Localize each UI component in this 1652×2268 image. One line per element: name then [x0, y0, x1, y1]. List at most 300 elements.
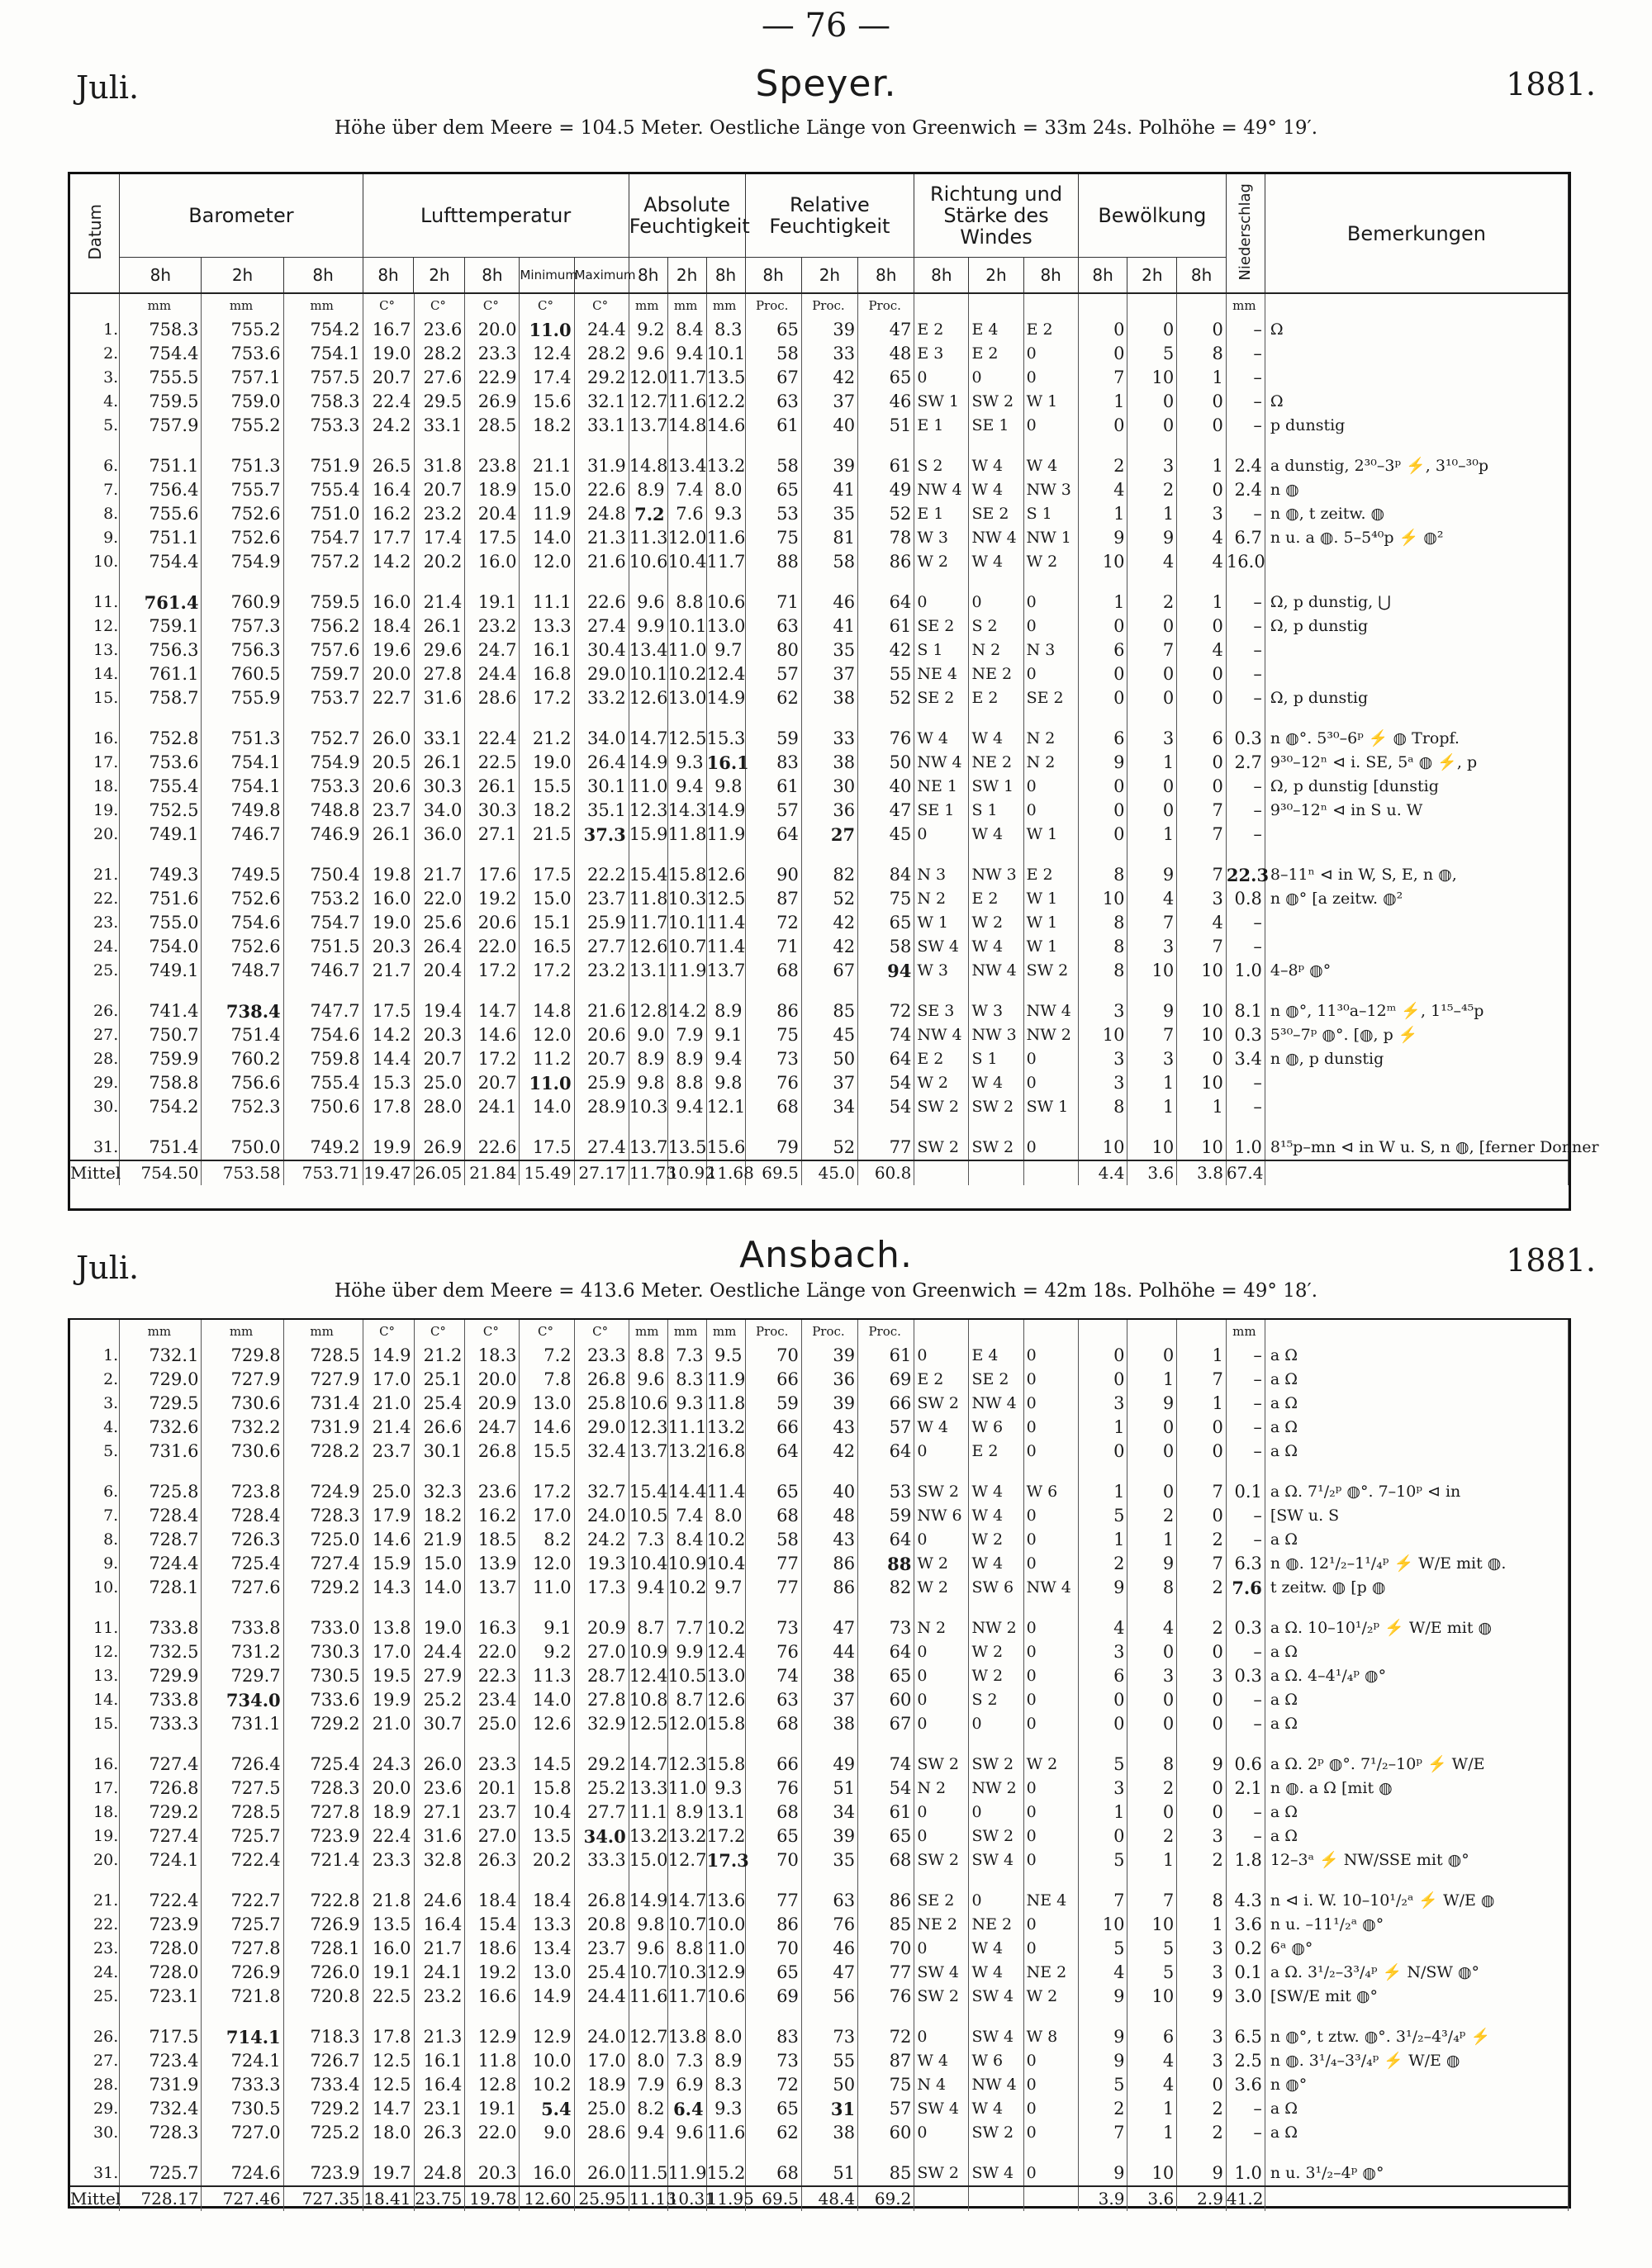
row-gap — [70, 2009, 1569, 2025]
data-cell: 9 — [1127, 999, 1177, 1023]
gap-cell — [706, 2009, 745, 2025]
table-row — [70, 1664, 1569, 1688]
gap-cell — [363, 1464, 414, 1480]
data-cell: 22.6 — [574, 478, 629, 502]
gap-cell — [858, 983, 914, 999]
data-cell: 10 — [1177, 1023, 1227, 1047]
data-cell: 11.0 — [520, 1071, 574, 1095]
data-cell: 9 — [1127, 863, 1177, 887]
data-cell: 14.3 — [667, 799, 706, 823]
data-cell: 8 — [1127, 1576, 1177, 1600]
data-cell: 38 — [801, 1664, 857, 1688]
data-cell: 10.8 — [629, 1688, 667, 1712]
data-cell: 9.8 — [706, 775, 745, 799]
sub-header: 8h — [465, 257, 520, 293]
gap-cell — [1265, 1464, 1568, 1480]
data-cell: 20.9 — [465, 1392, 520, 1416]
data-cell: 32.9 — [574, 1712, 629, 1736]
data-cell: 13.2 — [667, 1824, 706, 1848]
data-cell: 9 — [1078, 1576, 1127, 1600]
data-cell: 30.3 — [465, 799, 520, 823]
data-cell: 10 — [1127, 1913, 1177, 1937]
data-cell: 11.8 — [465, 2049, 520, 2073]
table-row — [70, 1913, 1569, 1937]
data-cell: 57 — [858, 2097, 914, 2121]
data-cell: 728.0 — [120, 1961, 202, 1985]
gap-cell — [520, 1736, 574, 1753]
gap-cell — [629, 1600, 667, 1616]
date-cell: 14. — [70, 1688, 120, 1712]
data-cell: 24.6 — [414, 1889, 465, 1913]
data-cell: NW 4 — [914, 478, 969, 502]
gap-cell — [801, 1736, 857, 1753]
gap-cell — [1078, 574, 1127, 591]
data-cell: 23.6 — [414, 1777, 465, 1801]
table-row — [70, 935, 1569, 959]
data-cell: 31.6 — [414, 686, 465, 710]
gap-cell — [202, 847, 283, 863]
data-cell: 27.1 — [414, 1801, 465, 1824]
gap-cell — [202, 438, 283, 454]
data-cell: 30.4 — [574, 638, 629, 662]
data-cell: 0 — [1078, 823, 1127, 847]
gap-cell — [283, 1119, 363, 1136]
gap-cell — [667, 710, 706, 727]
data-cell: 67 — [745, 366, 801, 390]
gap-cell — [465, 438, 520, 454]
data-cell: 18.2 — [520, 799, 574, 823]
data-cell: 31 — [801, 2097, 857, 2121]
data-cell: 6 — [1078, 1664, 1127, 1688]
table-row — [70, 959, 1569, 983]
data-cell: 26.8 — [574, 1368, 629, 1392]
data-cell: 11.4 — [706, 1480, 745, 1504]
data-cell: 0 — [1023, 1504, 1078, 1528]
data-cell: 759.9 — [120, 1047, 202, 1071]
gap-cell — [667, 1736, 706, 1753]
data-cell: N 4 — [914, 2073, 969, 2097]
data-cell: 26.8 — [574, 1889, 629, 1913]
gap-cell — [1127, 1872, 1177, 1889]
data-cell: 27.0 — [574, 1640, 629, 1664]
gap-cell — [465, 1736, 520, 1753]
sub-header: 8h — [858, 257, 914, 293]
data-cell: 15.2 — [706, 2161, 745, 2186]
data-cell: 0 — [1127, 686, 1177, 710]
unit-cell — [969, 294, 1023, 318]
data-cell: 726.9 — [283, 1913, 363, 1937]
gap-cell — [1127, 847, 1177, 863]
data-cell: 25.0 — [363, 1480, 414, 1504]
data-cell: 36 — [801, 1368, 857, 1392]
gap-cell — [1177, 2145, 1227, 2161]
data-cell: N 2 — [1023, 727, 1078, 751]
group-temperatur: Lufttemperatur — [363, 174, 629, 257]
date-cell: 29. — [70, 2097, 120, 2121]
data-cell: 65 — [745, 1961, 801, 1985]
data-cell: 86 — [858, 1889, 914, 1913]
table-row — [70, 1416, 1569, 1440]
data-cell: 751.0 — [283, 502, 363, 526]
data-cell: 733.3 — [120, 1712, 202, 1736]
data-cell: 10.4 — [629, 1552, 667, 1576]
data-cell: 11.9 — [706, 1368, 745, 1392]
data-cell: 8.8 — [667, 591, 706, 614]
data-cell: 9.4 — [667, 1095, 706, 1119]
data-cell: 17.2 — [706, 1824, 745, 1848]
data-cell: 9.9 — [629, 614, 667, 638]
data-cell: 0 — [1023, 1616, 1078, 1640]
data-cell: 27.1 — [465, 823, 520, 847]
gap-cell — [629, 1872, 667, 1889]
data-cell: 3.4 — [1226, 1047, 1265, 1071]
remark-cell: n u. 3¹/₂–4ᵖ ◍° — [1265, 2161, 1568, 2186]
data-cell: 759.7 — [283, 662, 363, 686]
gap-cell — [465, 1464, 520, 1480]
data-cell: 9.1 — [520, 1616, 574, 1640]
table-row — [70, 1047, 1569, 1071]
mean-cell: 727.46 — [202, 2186, 283, 2211]
data-cell: 9.7 — [706, 1576, 745, 1600]
gap-cell — [120, 2145, 202, 2161]
data-cell: 724.1 — [202, 2049, 283, 2073]
data-cell: W 2 — [914, 1071, 969, 1095]
mean-cell: 727.35 — [283, 2186, 363, 2211]
data-cell: 75 — [858, 2073, 914, 2097]
data-cell: 0 — [1023, 366, 1078, 390]
gap-cell — [914, 2145, 969, 2161]
data-cell: E 2 — [1023, 318, 1078, 342]
data-cell: – — [1226, 390, 1265, 414]
gap-cell — [465, 574, 520, 591]
data-cell: 1.0 — [1226, 2161, 1265, 2186]
data-cell: 15.0 — [414, 1552, 465, 1576]
data-cell: 0 — [1023, 1848, 1078, 1872]
data-cell: 13.0 — [520, 1961, 574, 1985]
mean-cell — [914, 1160, 969, 1185]
data-cell: 18.2 — [414, 1504, 465, 1528]
data-cell: 0.2 — [1226, 1937, 1265, 1961]
data-cell: 69 — [745, 1985, 801, 2009]
mean-cell: 3.6 — [1127, 2186, 1177, 2211]
data-cell: W 4 — [969, 1552, 1023, 1576]
data-cell: 24.2 — [574, 1528, 629, 1552]
data-cell: NW 2 — [969, 1616, 1023, 1640]
gap-cell — [574, 574, 629, 591]
sub-header: 2h — [1127, 257, 1177, 293]
data-cell: 754.9 — [202, 550, 283, 574]
data-cell: 9 — [1127, 1552, 1177, 1576]
data-cell: SW 2 — [914, 1848, 969, 1872]
data-cell: 13.3 — [520, 614, 574, 638]
remark-cell: n ◍, p dunstig — [1265, 1047, 1568, 1071]
data-cell: 0 — [1023, 1392, 1078, 1416]
data-cell: 8.4 — [667, 1528, 706, 1552]
data-cell: 9.2 — [629, 318, 667, 342]
data-cell: 2.4 — [1226, 478, 1265, 502]
gap-cell — [574, 1872, 629, 1889]
data-cell: 0.3 — [1226, 1023, 1265, 1047]
data-cell: 12.0 — [629, 366, 667, 390]
data-cell: 1.8 — [1226, 1848, 1265, 1872]
data-cell: 18.9 — [465, 478, 520, 502]
data-cell: 19.4 — [414, 999, 465, 1023]
data-cell: 14.7 — [363, 2097, 414, 2121]
data-cell: 751.4 — [120, 1136, 202, 1160]
table-row — [70, 1616, 1569, 1640]
data-cell: 9.6 — [629, 342, 667, 366]
sub-header: Minimum — [520, 257, 574, 293]
data-cell: 730.5 — [283, 1664, 363, 1688]
data-cell: 11.0 — [520, 1576, 574, 1600]
data-cell: 24.7 — [465, 638, 520, 662]
gap-cell — [1226, 438, 1265, 454]
gap-cell — [1265, 574, 1568, 591]
data-cell: 17.2 — [465, 1047, 520, 1071]
data-cell: 76 — [745, 1777, 801, 1801]
data-cell: 54 — [858, 1095, 914, 1119]
col-bemerkungen: Bemerkungen — [1265, 174, 1568, 293]
data-cell: 25.8 — [574, 1392, 629, 1416]
table-row — [70, 1023, 1569, 1047]
unit-cell: Proc. — [801, 1320, 857, 1344]
data-cell: 38 — [801, 2121, 857, 2145]
table-row — [70, 727, 1569, 751]
data-cell: 12.0 — [520, 1023, 574, 1047]
date-cell: 24. — [70, 935, 120, 959]
data-cell: 12.0 — [667, 526, 706, 550]
data-cell: 31.9 — [574, 454, 629, 478]
unit-cell — [914, 294, 969, 318]
data-cell: 26.1 — [465, 775, 520, 799]
gap-cell — [745, 1464, 801, 1480]
data-cell: S 1 — [969, 799, 1023, 823]
data-cell: 86 — [801, 1576, 857, 1600]
data-cell: 49 — [858, 478, 914, 502]
data-cell: 1 — [1078, 502, 1127, 526]
gap-cell — [1226, 1872, 1265, 1889]
date-cell: 15. — [70, 1712, 120, 1736]
data-cell: 3 — [1177, 2049, 1227, 2073]
data-cell: 755.0 — [120, 911, 202, 935]
data-cell: 13.8 — [363, 1616, 414, 1640]
data-cell: 11.7 — [706, 550, 745, 574]
data-cell: 4 — [1127, 1616, 1177, 1640]
data-cell: 8.9 — [629, 1047, 667, 1071]
data-cell: 22.2 — [574, 863, 629, 887]
data-cell: 14.9 — [520, 1985, 574, 2009]
gap-cell — [465, 1119, 520, 1136]
gap-cell — [363, 2009, 414, 2025]
data-cell: W 4 — [969, 935, 1023, 959]
data-cell: 36.0 — [414, 823, 465, 847]
data-cell: 6.5 — [1226, 2025, 1265, 2049]
data-cell: 729.2 — [283, 1576, 363, 1600]
data-cell: 58 — [745, 454, 801, 478]
data-cell: NW 4 — [1023, 999, 1078, 1023]
data-cell: 2.1 — [1226, 1777, 1265, 1801]
year-label-ansbach: 1881. — [1506, 1242, 1596, 1279]
mean-cell: 41.2 — [1226, 2186, 1265, 2211]
data-cell: 3.6 — [1226, 2073, 1265, 2097]
remark-cell — [1265, 550, 1568, 574]
date-cell: 1. — [70, 1344, 120, 1368]
gap-cell — [202, 1464, 283, 1480]
gap-cell — [858, 2145, 914, 2161]
data-cell: 17.5 — [465, 526, 520, 550]
data-cell: 24.4 — [465, 662, 520, 686]
data-cell: 723.9 — [283, 1824, 363, 1848]
data-cell: 54 — [858, 1777, 914, 1801]
data-cell: 11.1 — [629, 1801, 667, 1824]
data-cell: 0 — [1177, 1688, 1227, 1712]
data-cell: 21.3 — [574, 526, 629, 550]
data-cell: 7 — [1177, 799, 1227, 823]
remark-cell: 4–8ᵖ ◍° — [1265, 959, 1568, 983]
data-cell: – — [1226, 1688, 1265, 1712]
gap-cell — [1023, 847, 1078, 863]
date-cell: 6. — [70, 1480, 120, 1504]
data-cell: 10 — [1127, 959, 1177, 983]
data-cell: 754.7 — [283, 526, 363, 550]
month-label-ansbach: Juli. — [76, 1250, 140, 1286]
data-cell: 61 — [858, 614, 914, 638]
data-cell: 8.7 — [629, 1616, 667, 1640]
data-cell: 37 — [801, 1071, 857, 1095]
gap-cell — [520, 1464, 574, 1480]
data-cell: 0.6 — [1226, 1753, 1265, 1777]
data-cell: 725.7 — [202, 1913, 283, 1937]
data-cell: 39 — [801, 318, 857, 342]
table-row — [70, 1368, 1569, 1392]
table-row — [70, 2161, 1569, 2186]
data-cell: 11.8 — [706, 1392, 745, 1416]
gap-cell — [706, 2145, 745, 2161]
data-cell: 65 — [858, 911, 914, 935]
data-cell: W 4 — [969, 1504, 1023, 1528]
remark-cell: Ω, p dunstig [dunstig — [1265, 775, 1568, 799]
gap-cell — [520, 983, 574, 999]
data-cell: 0 — [1127, 1480, 1177, 1504]
table-row — [70, 887, 1569, 911]
data-cell: 10 — [1078, 887, 1127, 911]
data-cell: 58 — [858, 935, 914, 959]
mean-cell — [914, 2186, 969, 2211]
data-cell: 72 — [858, 2025, 914, 2049]
remark-cell: a Ω — [1265, 1801, 1568, 1824]
data-cell: 68 — [745, 1712, 801, 1736]
data-cell: 753.6 — [120, 751, 202, 775]
data-cell: SW 4 — [914, 935, 969, 959]
data-cell: 752.6 — [202, 526, 283, 550]
row-gap — [70, 2145, 1569, 2161]
date-cell: 18. — [70, 1801, 120, 1824]
data-cell: 9 — [1078, 2049, 1127, 2073]
data-cell: 28.6 — [574, 2121, 629, 2145]
data-cell: 3.6 — [1226, 1913, 1265, 1937]
gap-cell — [202, 1736, 283, 1753]
remark-cell: n ◍ — [1265, 478, 1568, 502]
date-cell: 1. — [70, 318, 120, 342]
data-cell: 11.2 — [520, 1047, 574, 1071]
gap-cell — [969, 2145, 1023, 2161]
data-cell: 64 — [858, 1440, 914, 1464]
gap-cell — [1127, 1736, 1177, 1753]
data-cell: 21.4 — [414, 591, 465, 614]
data-cell: 725.8 — [120, 1480, 202, 1504]
data-cell: 53 — [745, 502, 801, 526]
data-cell: 0 — [1023, 1824, 1078, 1848]
data-cell: 752.6 — [202, 887, 283, 911]
data-cell: 2 — [1177, 1528, 1227, 1552]
data-cell: 14.9 — [706, 686, 745, 710]
data-cell: 11.6 — [706, 526, 745, 550]
data-cell: 11.6 — [629, 1985, 667, 2009]
gap-cell — [1127, 1600, 1177, 1616]
gap-cell — [1078, 710, 1127, 727]
gap-cell — [969, 1600, 1023, 1616]
data-cell: 7 — [1127, 911, 1177, 935]
data-cell: 27.6 — [414, 366, 465, 390]
gap-cell — [1265, 2145, 1568, 2161]
data-cell: 729.9 — [120, 1664, 202, 1688]
data-cell: 0 — [914, 2025, 969, 2049]
data-cell: 15.0 — [520, 887, 574, 911]
data-cell: 27.8 — [414, 662, 465, 686]
mean-cell: 19.47 — [363, 1160, 414, 1185]
data-cell: 56 — [801, 1985, 857, 2009]
data-cell: 0 — [914, 591, 969, 614]
table-row — [70, 1071, 1569, 1095]
data-cell: 24.7 — [465, 1416, 520, 1440]
table-row — [70, 1344, 1569, 1368]
gap-cell — [574, 1736, 629, 1753]
gap-cell — [914, 574, 969, 591]
data-cell: 756.4 — [120, 478, 202, 502]
data-cell: 23.4 — [465, 1688, 520, 1712]
table-row — [70, 366, 1569, 390]
data-cell: 7.2 — [629, 502, 667, 526]
data-cell: 41 — [801, 614, 857, 638]
data-cell: 752.5 — [120, 799, 202, 823]
data-cell: 751.3 — [202, 727, 283, 751]
data-cell: 23.7 — [363, 1440, 414, 1464]
data-cell: 0 — [1177, 1416, 1227, 1440]
data-cell: 760.2 — [202, 1047, 283, 1071]
gap-cell — [1023, 1464, 1078, 1480]
data-cell: SW 2 — [969, 1136, 1023, 1160]
data-cell: 78 — [858, 526, 914, 550]
data-cell: 746.7 — [283, 959, 363, 983]
table-row — [70, 2049, 1569, 2073]
data-cell: W 2 — [914, 550, 969, 574]
data-cell: N 2 — [914, 887, 969, 911]
data-cell: 66 — [745, 1753, 801, 1777]
data-cell: 12.6 — [629, 935, 667, 959]
data-cell: 79 — [745, 1136, 801, 1160]
date-cell: 20. — [70, 823, 120, 847]
gap-cell — [202, 574, 283, 591]
data-cell: 14.6 — [465, 1023, 520, 1047]
data-cell: 32.7 — [574, 1480, 629, 1504]
data-cell: – — [1226, 1504, 1265, 1528]
data-cell: 733.0 — [283, 1616, 363, 1640]
gap-cell — [363, 438, 414, 454]
data-cell: 754.4 — [120, 342, 202, 366]
data-cell: 33.1 — [574, 414, 629, 438]
data-cell: 65 — [745, 1480, 801, 1504]
data-cell: 40 — [801, 1480, 857, 1504]
